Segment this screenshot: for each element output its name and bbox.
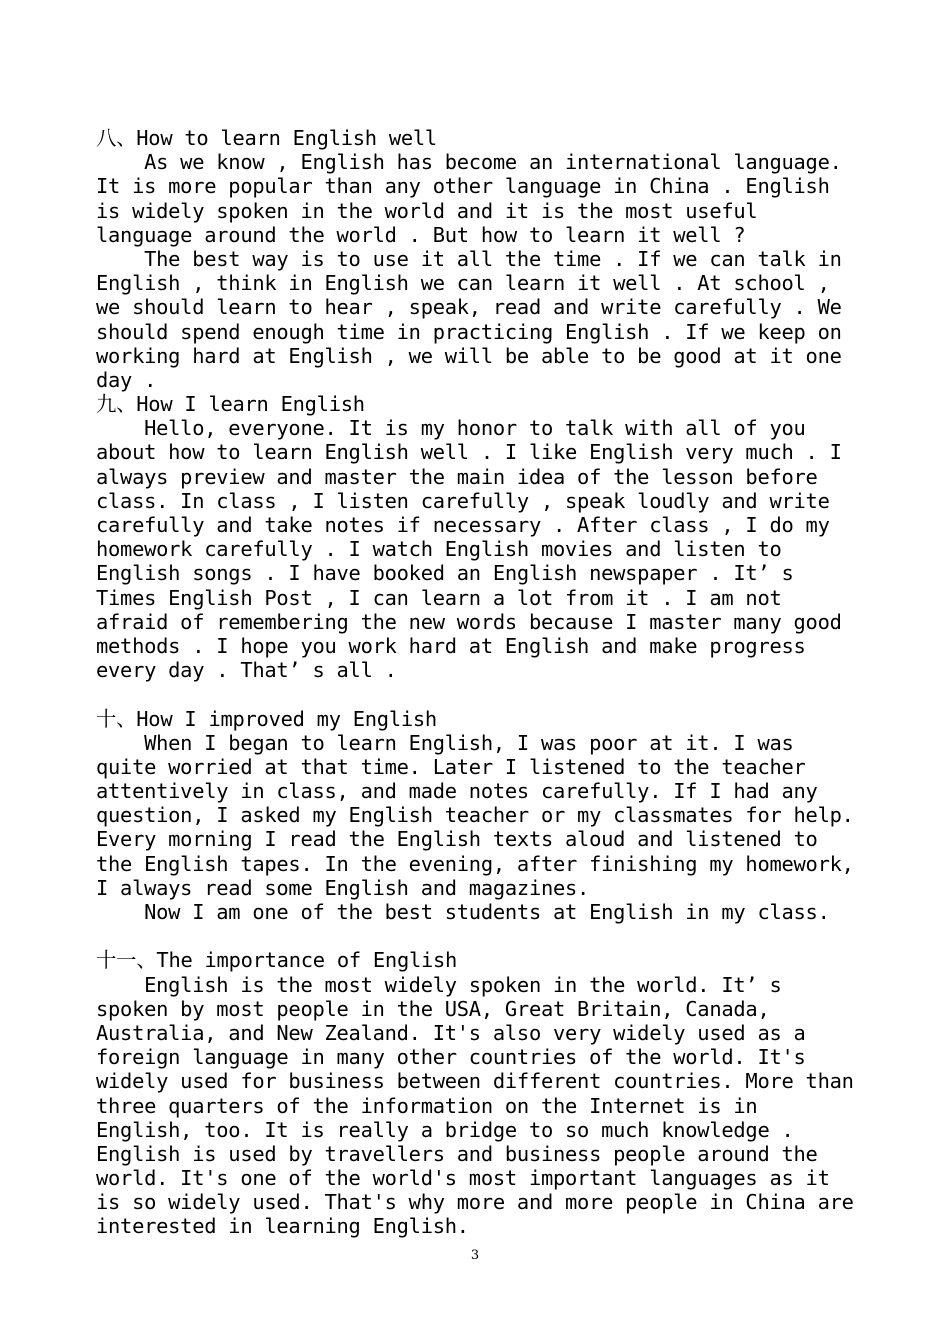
text-line: Now I am one of the best students at English in my class. bbox=[96, 900, 830, 924]
section-heading: 九、How I learn English bbox=[96, 392, 365, 417]
section-heading: 十、How I improved my English bbox=[96, 706, 437, 731]
text-line: English is used by travellers and business people around the bbox=[96, 1141, 818, 1166]
text-line: widely used for business between different countries. More than bbox=[96, 1069, 854, 1094]
text-line: I always read some English and magazines. bbox=[96, 875, 590, 900]
text-line: English, too. It is really a bridge to so much knowledge . bbox=[96, 1117, 794, 1142]
text-line: carefully and take notes if necessary . After class , I do my bbox=[96, 513, 830, 537]
text-line: always preview and master the main idea of the lesson before bbox=[96, 464, 818, 489]
section-heading: 八、How to learn English well bbox=[96, 126, 437, 150]
section-how-i-learn-english bbox=[96, 392, 856, 682]
text-line: Every morning I read the English texts aloud and listened to bbox=[96, 827, 818, 852]
text-line: Australia, and New Zealand. It's also very widely used as a bbox=[96, 1020, 806, 1045]
text-line: The best way is to use it all the time . If we can talk in bbox=[96, 246, 842, 271]
text-line: interested in learning English. bbox=[96, 1214, 469, 1239]
text-line: question, I asked my English teacher or my classmates for help. bbox=[96, 803, 854, 828]
text-line: attentively in class, and made notes carefully. If I had any bbox=[96, 779, 818, 804]
text-line: language around the world . But how to learn it well ? bbox=[96, 222, 746, 247]
text-line: every day . That’ s all . bbox=[96, 658, 397, 683]
text-line: is widely spoken in the world and it is the most useful bbox=[96, 198, 758, 223]
text-line: English , think in English we can learn it well . At school , bbox=[96, 271, 830, 296]
section-how-i-improved-my-english bbox=[96, 707, 856, 925]
text-line: we should learn to hear , speak, read and write carefully . We bbox=[96, 295, 842, 320]
text-line: Hello, everyone. It is my honor to talk with all of you bbox=[96, 416, 806, 441]
text-line: As we know , English has become an international language. bbox=[96, 150, 842, 175]
document-body bbox=[96, 126, 856, 1239]
text-line: Times English Post , I can learn a lot from it . I am not bbox=[96, 585, 782, 610]
text-line: methods . I hope you work hard at English and make progress bbox=[96, 633, 806, 658]
section-how-to-learn-english-well bbox=[96, 126, 856, 392]
text-line: When I began to learn English, I was poor at it. I was bbox=[96, 730, 794, 755]
section-heading: 十一、The importance of English bbox=[96, 948, 458, 973]
text-line: It is more popular than any other language in China . English bbox=[96, 174, 830, 199]
blank-line bbox=[96, 682, 856, 706]
text-line: class. In class , I listen carefully , speak loudly and write bbox=[96, 488, 830, 513]
text-line: afraid of remembering the new words because I master many good bbox=[96, 609, 842, 634]
text-line: about how to learn English well . I like English very much . I bbox=[96, 440, 842, 465]
page-number: 3 bbox=[470, 1248, 480, 1263]
text-line: English is the most widely spoken in the world. It’ s bbox=[96, 972, 782, 997]
text-line: is so widely used. That's why more and more people in China are bbox=[96, 1190, 854, 1215]
text-line: day . bbox=[96, 367, 157, 392]
text-line: three quarters of the information on the Internet is in bbox=[96, 1093, 758, 1118]
text-line: world. It's one of the world's most important languages as it bbox=[96, 1166, 830, 1191]
text-line: homework carefully . I watch English movies and listen to bbox=[96, 537, 782, 562]
text-line: the English tapes. In the evening, after finishing my homework, bbox=[96, 851, 854, 876]
text-line: foreign language in many other countries of the world. It's bbox=[96, 1045, 806, 1070]
text-line: should spend enough time in practicing English . If we keep on bbox=[96, 319, 842, 344]
text-line: quite worried at that time. Later I listened to the teacher bbox=[96, 754, 806, 779]
text-line: working hard at English , we will be able to be good at it one bbox=[96, 343, 842, 368]
text-line: English songs . I have booked an English newspaper . It’ s bbox=[96, 561, 794, 586]
blank-line bbox=[96, 924, 856, 948]
text-line: spoken by most people in the USA, Great Britain, Canada, bbox=[96, 996, 770, 1021]
section-importance-of-english bbox=[96, 948, 856, 1238]
